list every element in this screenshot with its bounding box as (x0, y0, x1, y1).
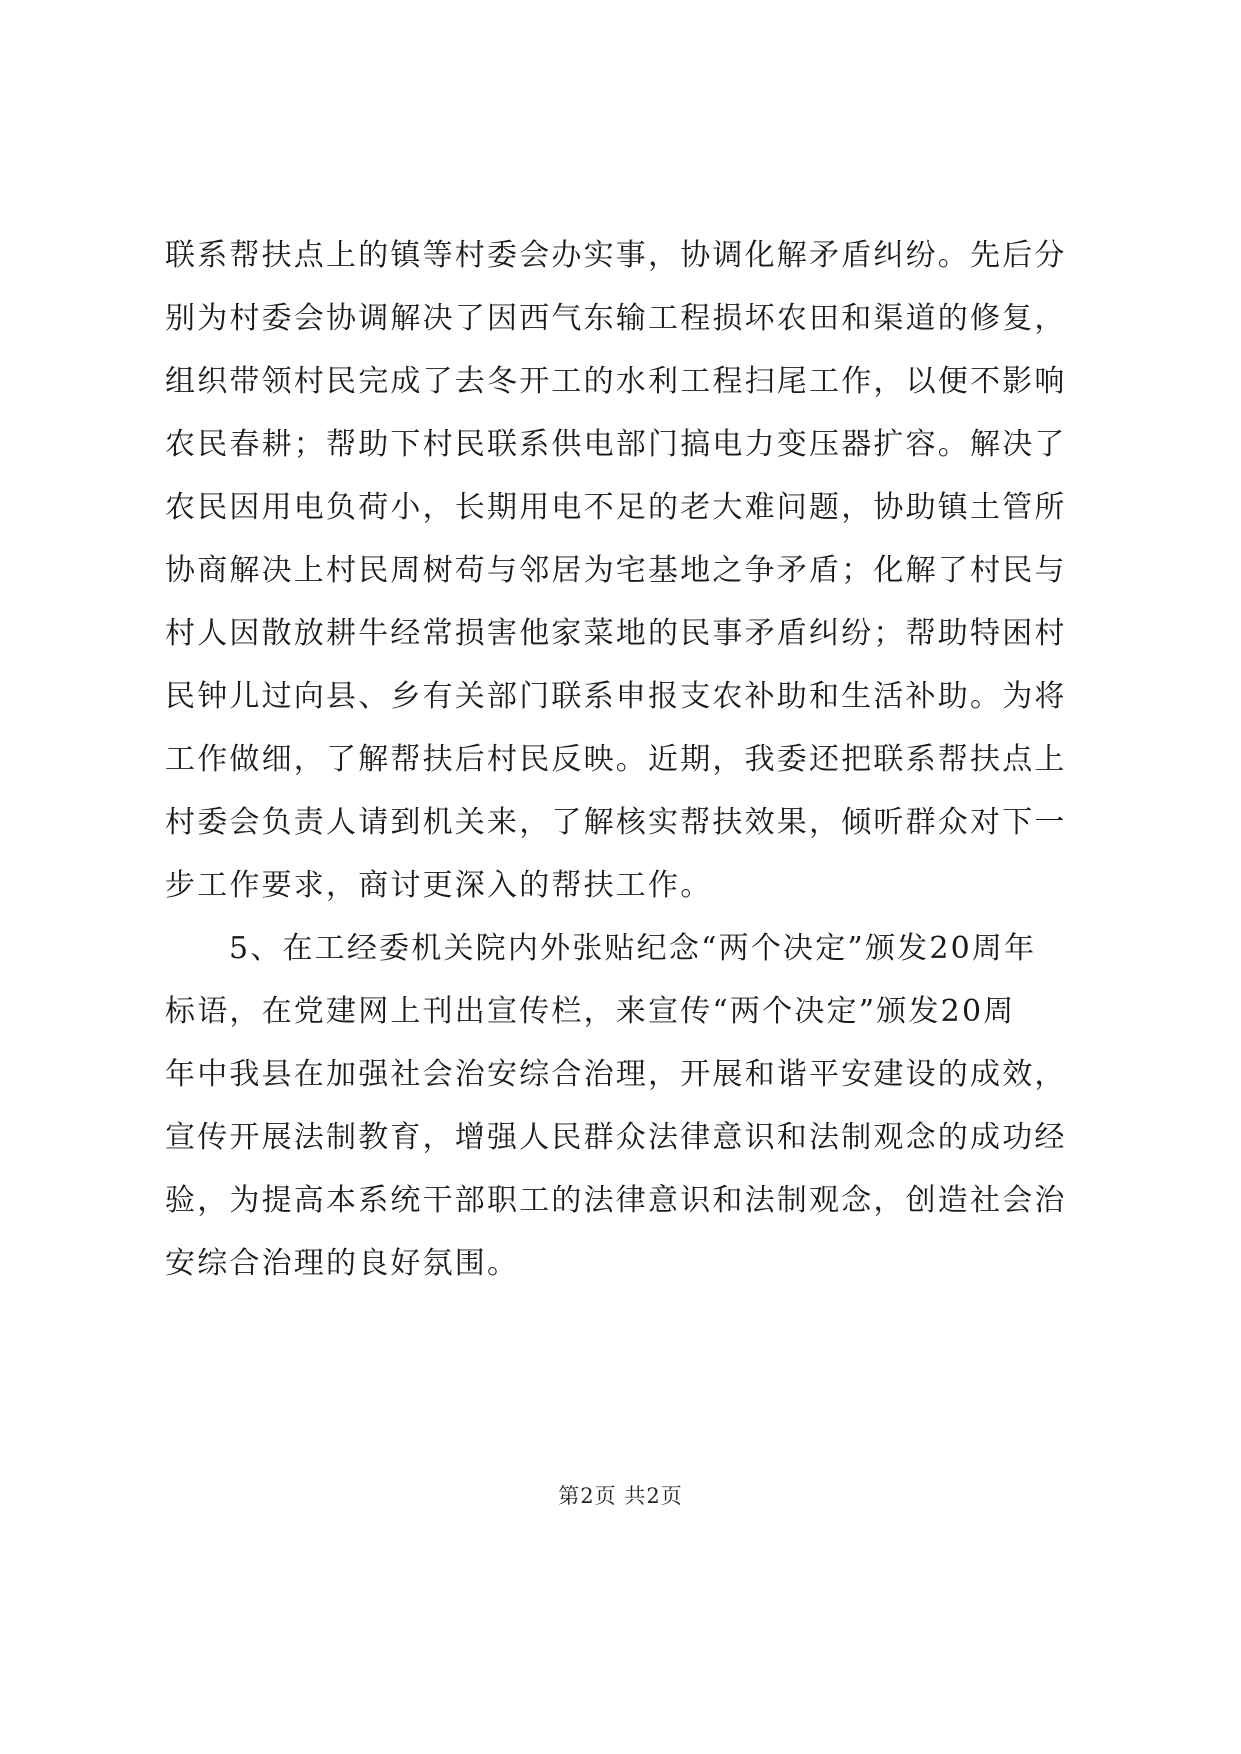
paragraph-line: 安综合治理的良好氛围。 (165, 1246, 520, 1281)
paragraph-line: 组织带领村民完成了去冬开工的水利工程扫尾工作，以便不影响 (165, 364, 1067, 399)
paragraph-line: 村人因散放耕牛经常损害他家菜地的民事矛盾纠纷；帮助特困村 (165, 616, 1067, 651)
page-number-footer: 第2页 共2页 (558, 1484, 683, 1508)
paragraph-line: 年中我县在加强社会治安综合治理，开展和谐平安建设的成效， (165, 1057, 1067, 1092)
paragraph-line: 验，为提高本系统干部职工的法律意识和法制观念，创造社会治 (165, 1183, 1067, 1218)
paragraph-line: 步工作要求，商讨更深入的帮扶工作。 (165, 868, 713, 903)
paragraph-line: 5、在工经委机关院内外张贴纪念“两个决定”颁发20周年 (229, 931, 1037, 966)
paragraph-line: 标语，在党建网上刊出宣传栏，来宣传“两个决定”颁发20周 (165, 994, 1016, 1029)
paragraph-line: 宣传开展法制教育，增强人民群众法律意识和法制观念的成功经 (165, 1120, 1067, 1155)
document-body (165, 224, 1085, 1295)
paragraph-line: 农民因用电负荷小，长期用电不足的老大难问题，协助镇土管所 (165, 490, 1067, 525)
paragraph-2 (165, 917, 1085, 1295)
paragraph-line: 民钟儿过向县、乡有关部门联系申报支农补助和生活补助。为将 (165, 679, 1067, 714)
paragraph-1 (165, 224, 1085, 917)
paragraph-line: 农民春耕；帮助下村民联系供电部门搞电力变压器扩容。解决了 (165, 427, 1067, 462)
paragraph-line: 别为村委会协调解决了因西气东输工程损坏农田和渠道的修复， (165, 301, 1067, 336)
paragraph-line: 村委会负责人请到机关来，了解核实帮扶效果，倾听群众对下一 (165, 805, 1067, 840)
paragraph-line: 联系帮扶点上的镇等村委会办实事，协调化解矛盾纠纷。先后分 (165, 238, 1067, 273)
paragraph-line: 协商解决上村民周树苟与邻居为宅基地之争矛盾；化解了村民与 (165, 553, 1067, 588)
paragraph-line: 工作做细，了解帮扶后村民反映。近期，我委还把联系帮扶点上 (165, 742, 1067, 777)
